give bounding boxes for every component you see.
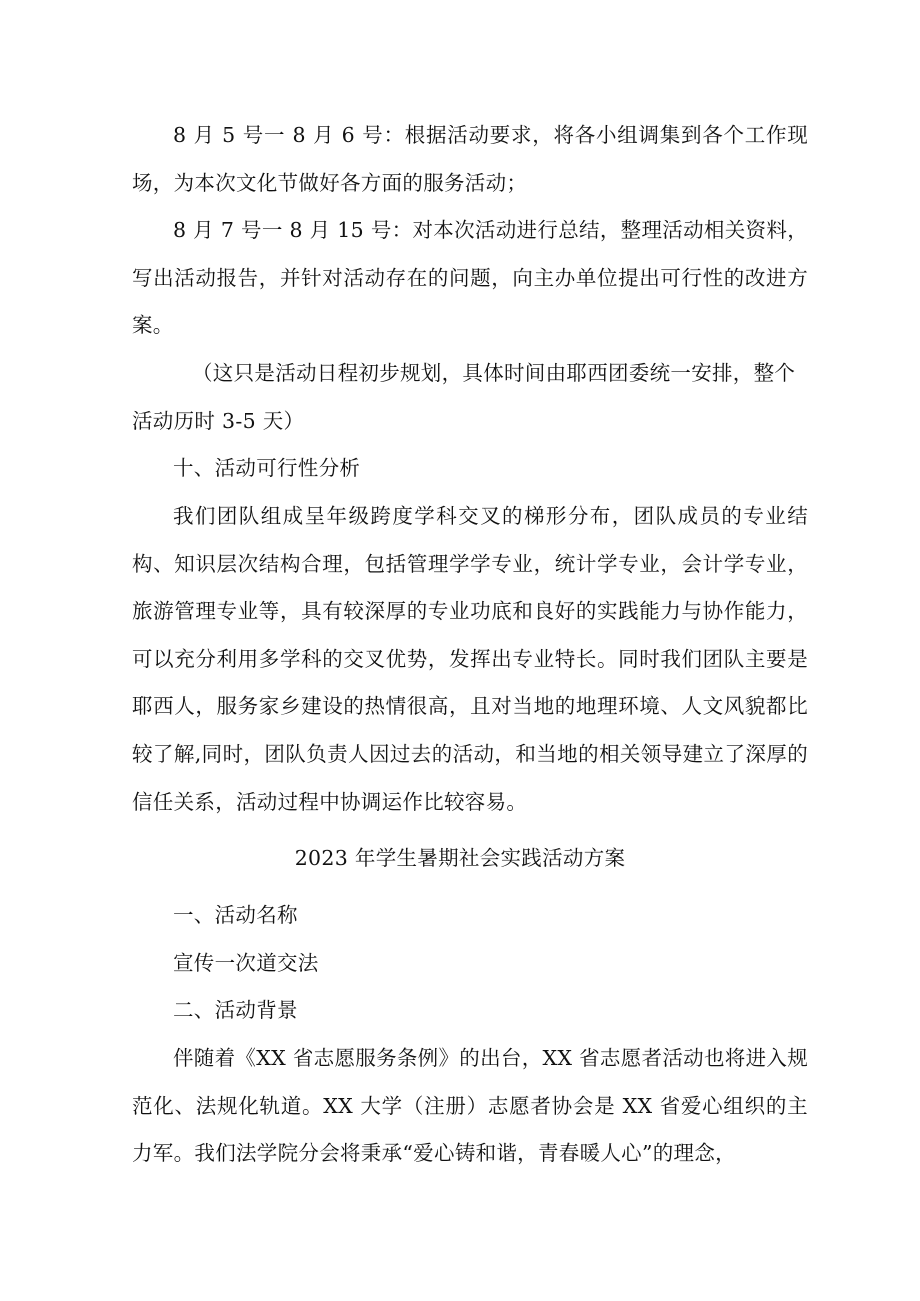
heading-feasibility-analysis: 十、活动可行性分析 — [173, 456, 361, 480]
heading-activity-background: 二、活动背景 — [173, 998, 298, 1022]
schedule-note: （这只是活动日程初步规划，具体时间由耶西团委统一安排，整个活动历时 3-5 天） — [132, 361, 796, 433]
activity-name-text: 宣传一次道交法 — [173, 951, 319, 975]
section-title: 2023 年学生暑期社会实践活动方案 — [294, 846, 626, 870]
schedule-paragraph-aug7-15: 8 月 7 号一 8 月 15 号：对本次活动进行总结，整理活动相关资料，写出活动报告，并针对活动存在的问题，向主办单位提出可行性的改进方案。 — [132, 218, 808, 338]
heading-activity-name: 一、活动名称 — [173, 903, 298, 927]
schedule-paragraph-aug5-6: 8 月 5 号一 8 月 6 号：根据活动要求，将各小组调集到各个工作现场，为本次文化节做好各方面的服务活动； — [132, 123, 808, 195]
background-paragraph: 伴随着《XX 省志愿服务条例》的出台，XX 省志愿者活动也将进入规范化、法规化轨道。XX 大学（注册）志愿者协会是 XX 省爱心组织的主力军。我们法学院分会将秉承“爱心铸和谐，青春暖人心”的理念， — [132, 1046, 808, 1166]
feasibility-paragraph: 我们团队组成呈年级跨度学科交叉的梯形分布，团队成员的专业结构、知识层次结构合理，包括管理学学专业，统计学专业，会计学专业，旅游管理专业等，具有较深厚的专业功底和良好的实践能力与协作能力，可以充分利用多学科的交叉优势，发挥出专业特长。同时我们团队主要是耶西人，服务家乡建设的热情很高，且对当地的地理环境、人文风貌都比较了解,同时，团队负责人因过去的活动，和当地的相关领导建立了深厚的信任关系，活动过程中协调运作比较容易。 — [132, 504, 808, 814]
